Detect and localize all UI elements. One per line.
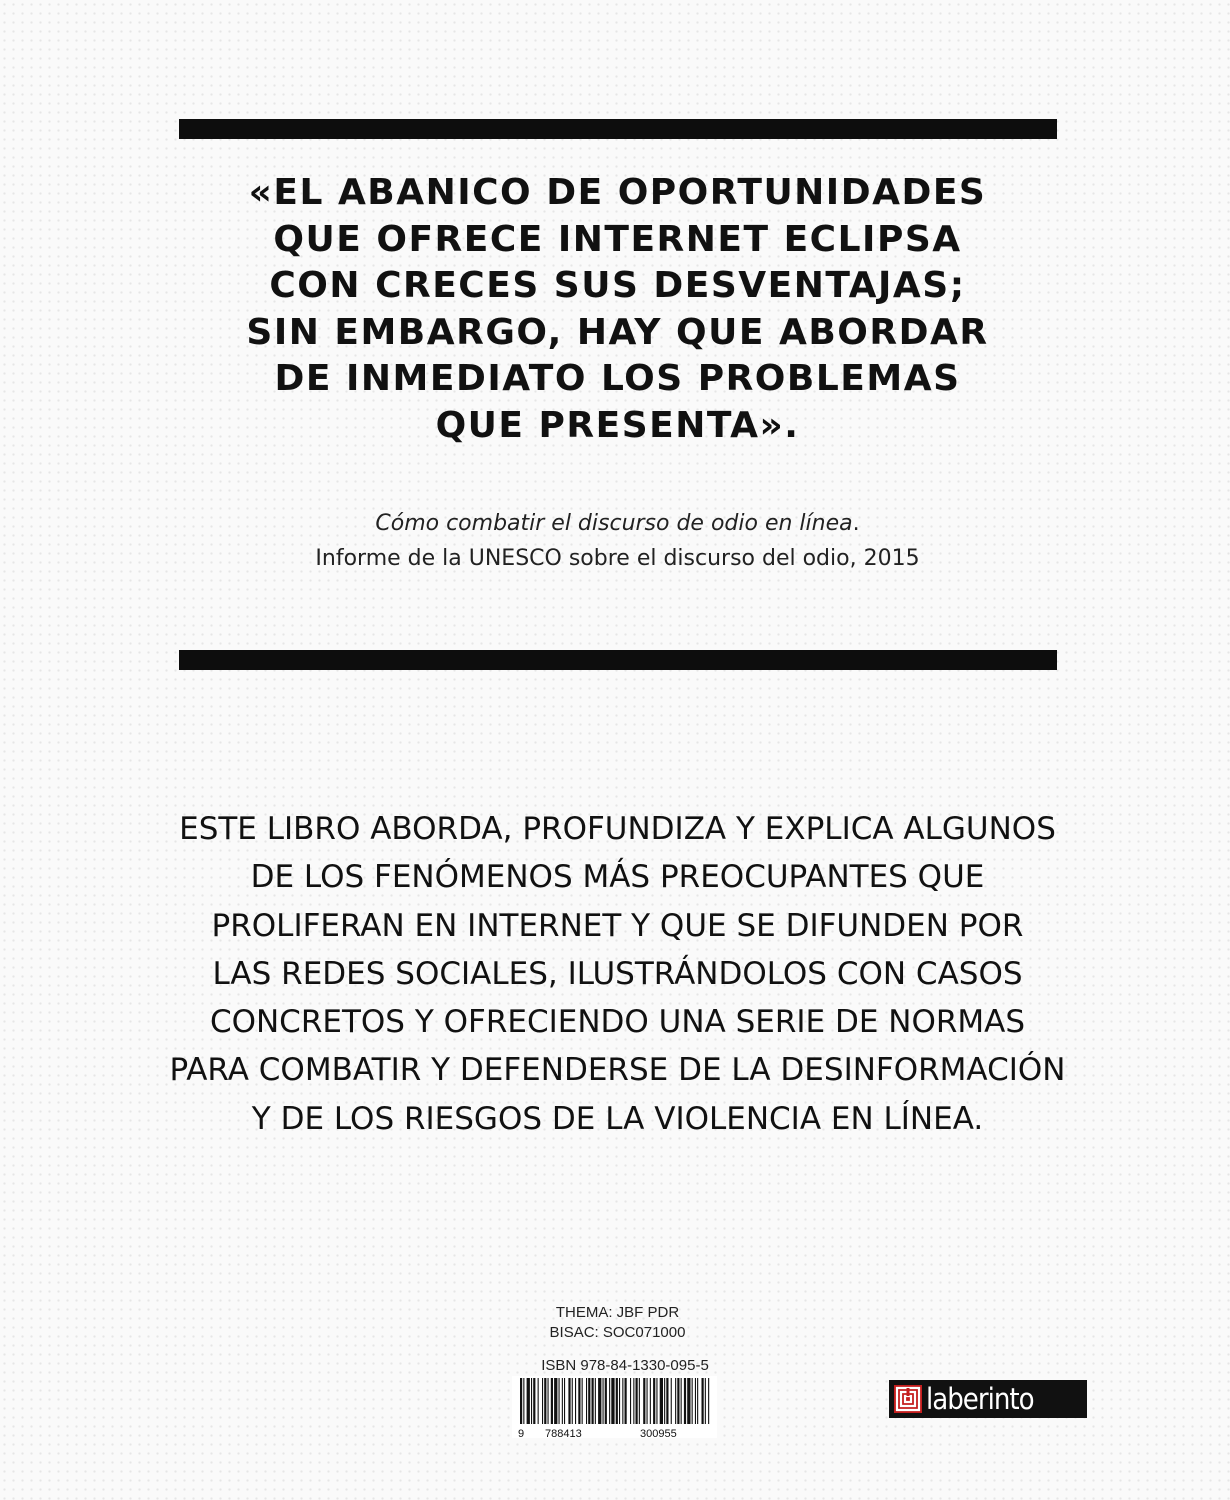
source-detail: Informe de la UNESCO sobre el discurso del odio, 2015 <box>315 546 920 571</box>
barcode-digits <box>0 1428 1230 1444</box>
pull-quote <box>140 170 1095 449</box>
quote-line: SIN EMBARGO, HAY QUE ABORDAR <box>246 311 989 353</box>
labyrinth-icon <box>894 1385 922 1413</box>
description-line: DE LOS FENÓMENOS MÁS PREOCUPANTES QUE <box>250 859 985 896</box>
barcode-digits-right: 300955 <box>640 1428 677 1440</box>
book-description <box>110 805 1125 1143</box>
quote-line: QUE PRESENTA». <box>435 404 800 446</box>
isbn-label: ISBN 978-84-1330-095-5 <box>541 1357 709 1374</box>
source-title: Cómo combatir el discurso de odio en línea <box>375 511 853 536</box>
quote-line: «EL ABANICO DE OPORTUNIDADES <box>248 172 987 213</box>
description-line: PARA COMBATIR Y DEFENDERSE DE LA DESINFORMACIÓN <box>169 1052 1066 1089</box>
description-line: ESTE LIBRO ABORDA, PROFUNDIZA Y EXPLICA ALGUNOS <box>179 811 1056 847</box>
classification-codes <box>500 1303 735 1343</box>
bisac-code: BISAC: SOC071000 <box>549 1324 686 1341</box>
quote-line: QUE OFRECE INTERNET ECLIPSA <box>273 218 962 260</box>
quote-line: DE INMEDIATO LOS PROBLEMAS <box>274 358 961 399</box>
description-line: CONCRETOS Y OFRECIENDO UNA SERIE DE NORMAS <box>209 1004 1026 1041</box>
source-title-punct: . <box>852 511 860 536</box>
description-line: PROLIFERAN EN INTERNET Y QUE SE DIFUNDEN POR <box>211 907 1024 944</box>
publisher-logo <box>889 1380 1087 1418</box>
quote-line: CON CRECES SUS DESVENTAJAS; <box>269 265 966 306</box>
thema-code: THEMA: JBF PDR <box>555 1304 680 1321</box>
top-rule <box>179 119 1057 139</box>
barcode-digit-first: 9 <box>518 1428 525 1440</box>
quote-source <box>200 506 1035 576</box>
description-line: LAS REDES SOCIALES, ILUSTRÁNDOLOS CON CASOS <box>212 955 1023 992</box>
bottom-rule <box>179 650 1057 670</box>
description-line: Y DE LOS RIESGOS DE LA VIOLENCIA EN LÍNEA. <box>251 1100 984 1137</box>
publisher-name: laberinto <box>926 1381 1034 1416</box>
barcode-digits-left: 788413 <box>545 1428 582 1440</box>
